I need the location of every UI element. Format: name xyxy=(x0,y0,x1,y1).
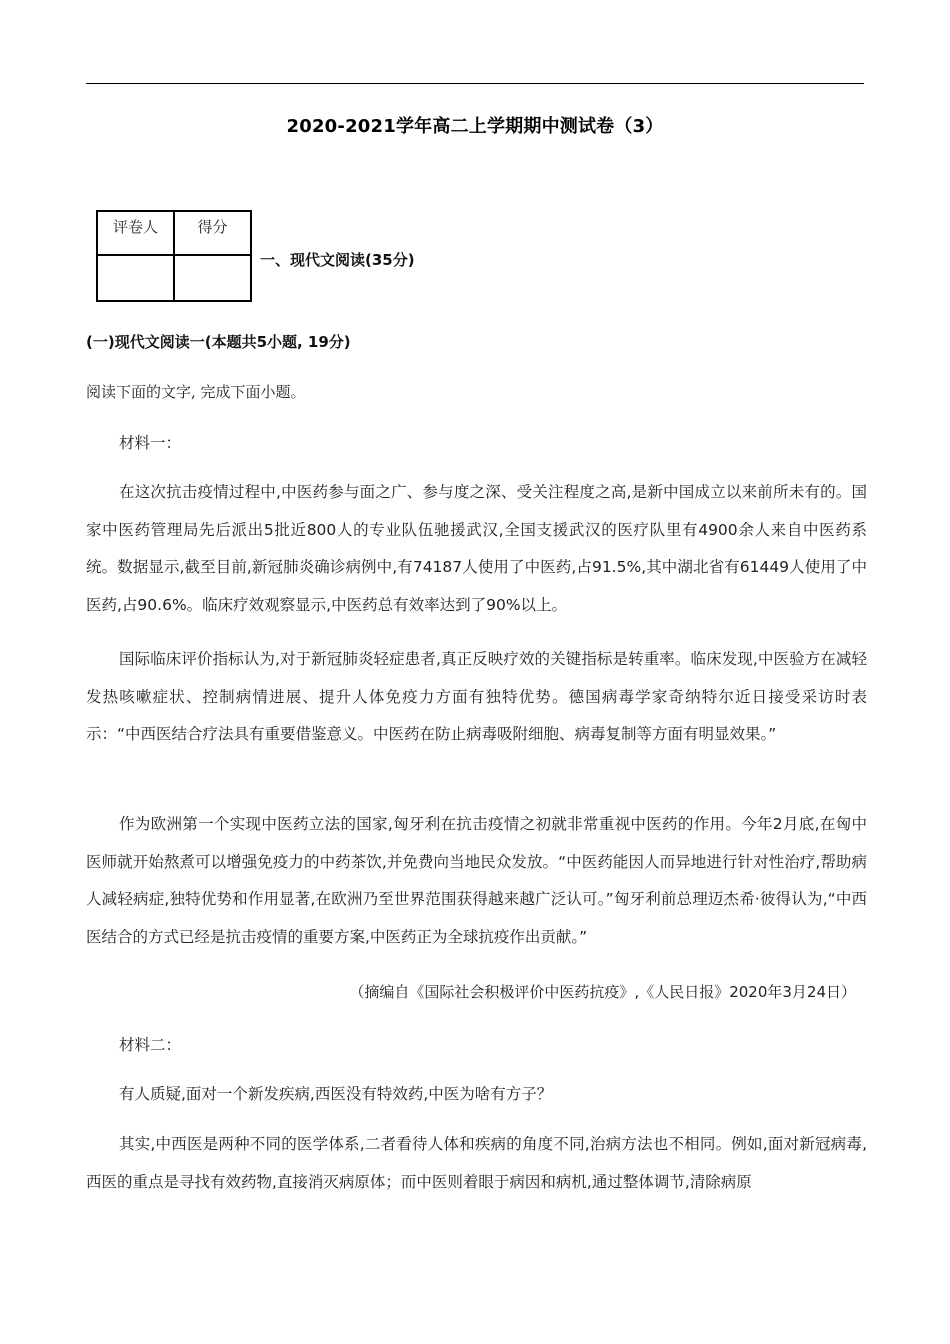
instruction: 阅读下面的文字, 完成下面小题。 xyxy=(86,383,306,401)
source-citation: （摘编自《国际社会积极评价中医药抗疫》,《人民日报》2020年3月24日） xyxy=(349,983,856,1001)
material-two-label: 材料二： xyxy=(119,1036,182,1054)
paragraph: 其实,中西医是两种不同的医学体系,二者看待人体和疾病的角度不同,治病方法也不相同。例如,面对新冠病毒,西医的重点是寻找有效药物,直接消灭病原体；而中医则着眼于病因和病机,通过整体调节,清除病原 xyxy=(86,1135,867,1191)
reviewer-cell xyxy=(97,255,174,301)
paragraph: 有人质疑,面对一个新发疾病,西医没有特效药,中医为啥有方子？ xyxy=(119,1085,553,1103)
paragraph: 在这次抗击疫情过程中,中医药参与面之广、参与度之深、受关注程度之高,是新中国成立以来前所未有的。国家中医药管理局先后派出5批近800人的专业队伍驰援武汉,全国支援武汉的医疗队里有4900余人来自中医药系统。数据显示,截至目前,新冠肺炎确诊病例中,有74187人使用了中医药,占91.5%,其中湖北省有61449人使用了中医药,占90.6%。临床疗效观察显示,中医药总有效率达到了90%以上。 xyxy=(86,483,867,614)
paragraph: 国际临床评价指标认为,对于新冠肺炎轻症患者,真正反映疗效的关键指标是转重率。临床发现,中医验方在减轻发热咳嗽症状、控制病情进展、提升人体免疫力方面有独特优势。德国病毒学家奇纳特尔近日接受采访时表示：“中西医结合疗法具有重要借鉴意义。中医药在防止病毒吸附细胞、病毒复制等方面有明显效果。” xyxy=(86,650,867,743)
sub-heading: (一)现代文阅读一(本题共5小题, 19分) xyxy=(86,333,351,351)
reviewer-label: 评卷人 xyxy=(97,211,174,255)
page-title: 2020-2021学年高二上学期期中测试卷（3） xyxy=(286,116,664,137)
score-cell xyxy=(174,255,251,301)
header-rule xyxy=(86,83,864,84)
section-heading: 一、现代文阅读(35分) xyxy=(260,251,415,269)
score-label: 得分 xyxy=(174,211,251,255)
score-table xyxy=(96,210,252,302)
paragraph: 作为欧洲第一个实现中医药立法的国家,匈牙利在抗击疫情之初就非常重视中医药的作用。今年2月底,在匈中医师就开始熬煮可以增强免疫力的中药茶饮,并免费向当地民众发放。“中医药能因人而异地进行针对性治疗,帮助病人减轻病症,独特优势和作用显著,在欧洲乃至世界范围获得越来越广泛认可。”匈牙利前总理迈杰希·彼得认为,“中西医结合的方式已经是抗击疫情的重要方案,中医药正为全球抗疫作出贡献。” xyxy=(86,815,867,946)
material-one-label: 材料一： xyxy=(119,434,182,452)
